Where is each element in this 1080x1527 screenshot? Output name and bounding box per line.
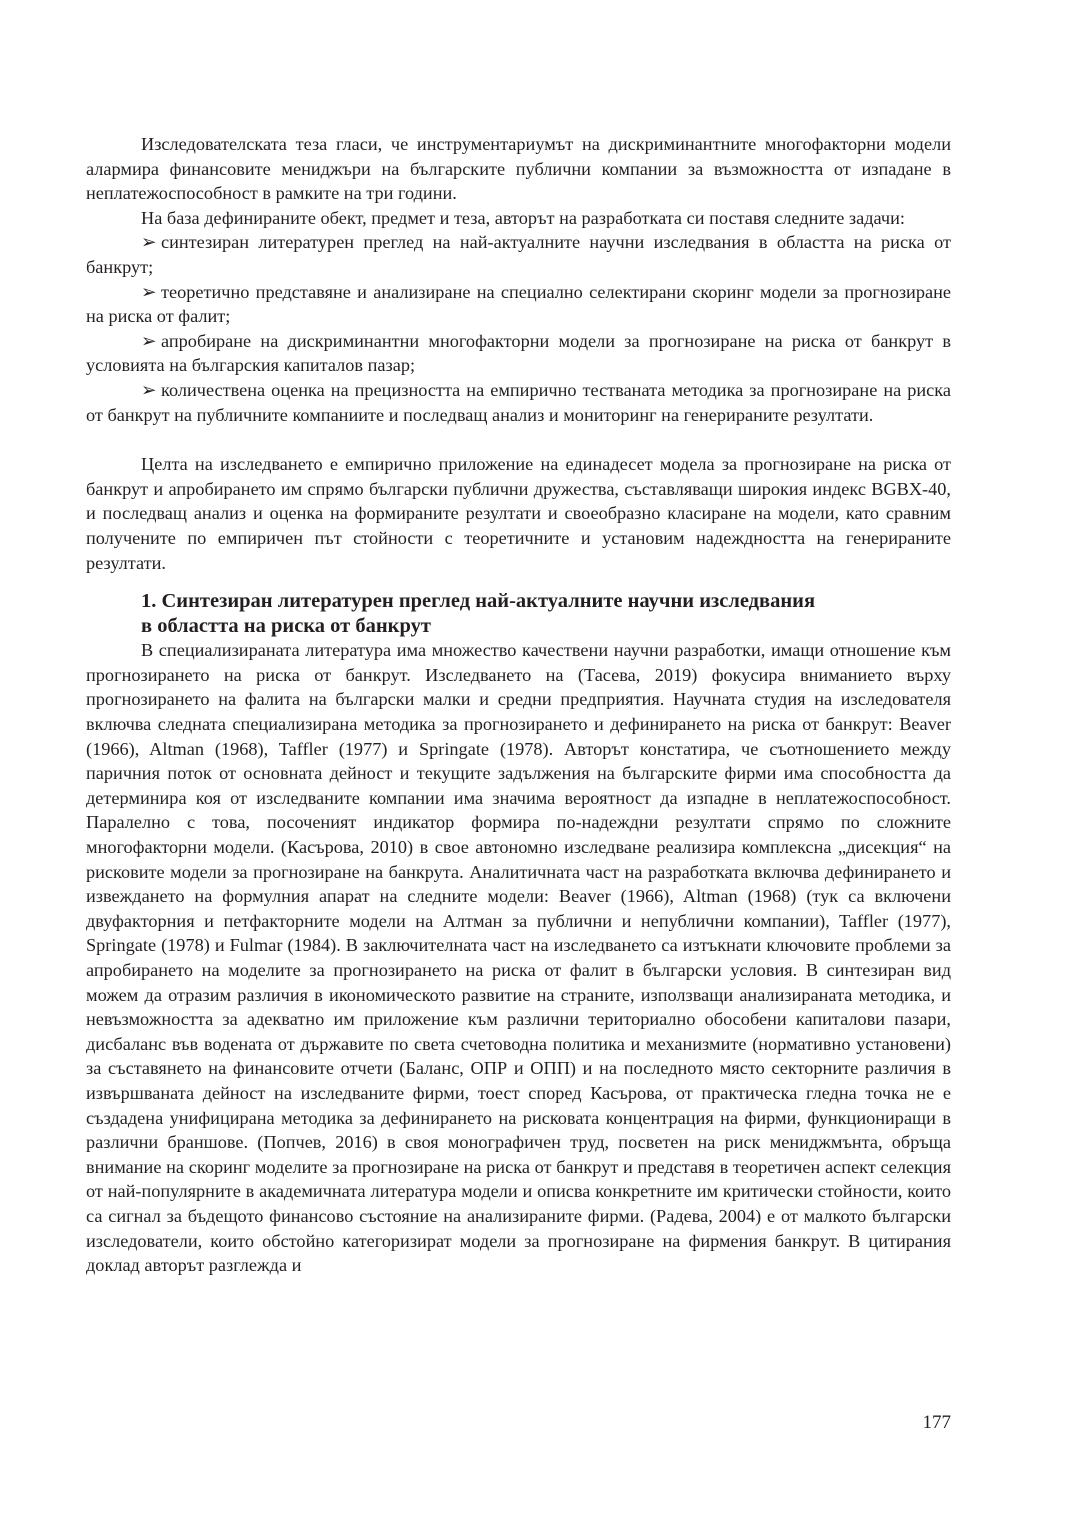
section-heading-line1: 1. Синтезиран литературен преглед най-актуалните научни изследвания: [141, 590, 816, 613]
page-number: 177: [922, 1412, 951, 1433]
section-heading: [141, 589, 951, 638]
arrowhead-bullet-icon: ➢: [141, 232, 157, 253]
thesis-paragraph: Изследователската теза гласи, че инструментариумът на дискриминантните многофакторни модели алармира финансовите мениджъри на българските публични компании за възможността от изпадане в неплатежоспособност в рамките на три години.: [86, 134, 951, 204]
task-text: теоретично представяне и анализиране на специално селектирани скоринг модели за прогнозиране на риска от фалит;: [86, 281, 951, 327]
tasks-intro-paragraph: На база дефинираните обект, предмет и теза, авторът на разработката си поставя следните задачи:: [141, 207, 905, 228]
arrowhead-bullet-icon: ➢: [141, 330, 157, 351]
goal-paragraph: Целта на изследването е емпирично приложение на единадесет модела за прогнозиране на риска от банкрут и апробирането им спрямо български публични дружества, съставляващи широкия индекс BGBX-40, и последващ анализ и оценка на формираните резултати и своеобразно класиране на модели, като сравним получените по емпиричен път стойности с теоретичните и установим надеждността на генерираните резултати.: [86, 454, 951, 573]
task-text: синтезиран литературен преглед на най-актуалните научни изследвания в областта на риска от банкрут;: [86, 232, 951, 277]
arrowhead-bullet-icon: ➢: [141, 281, 157, 302]
task-text: апробиране на дискриминантни многофакторни модели за прогнозиране на риска от банкрут в условията на българския капиталов пазар;: [86, 330, 951, 376]
page-content: [86, 132, 951, 1278]
task-item: [86, 280, 951, 329]
task-item: [86, 378, 951, 427]
task-item: [86, 329, 951, 378]
task-item: [86, 230, 951, 279]
arrowhead-bullet-icon: ➢: [141, 379, 157, 400]
task-text: количествена оценка на прецизността на емпирично тестваната методика за прогнозиране на риска от банкрут на публичните компаниите и последващ анализ и мониторинг на генерираните резултати.: [86, 379, 951, 425]
literature-review-paragraph: В специализираната литература има множество качествени научни разработки, имащи отношение към прогнозирането на риска от банкрут. Изследването на (Тасева, 2019) фокусира вниманието върху прогнозирането на фалита на български малки и средни предприятия. Научната студия на изследователя включва следната специализирана методика за прогнозирането и дефинирането на риска от банкрут: Beaver (1966), Altman (1968), Taffler (1977) и Springate (1978). Авторът констатира, че съотношението между паричния поток от основната дейност и текущите задължения на българските фирми има способността да детерминира коя от изследваните компании има значима вероятност да изпадне в неплатежоспособност. Паралелно с това, посоченият индикатор формира по-надеждни резултати спрямо по сложните многофакторни модели. (Касърова, 2010) в свое автономно изследване реализира комплексна „дисекция“ на рисковите модели за прогнозиране на банкрута. Аналитичната част на разработката включва дефинирането и извеждането на формулния апарат на следните модели: Beaver (1966), Altman (1968) (тук са включени двуфакторния и петфакторните модели на Алтман за публични и непублични компании), Taffler (1977), Springate (1978) и Fulmar (1984). В заключителната част на изследването са изтъкнати ключовите проблеми за апробирането на моделите за прогнозирането на риска от фалит в български условия. В синтезиран вид можем да отразим различия в икономическото развитие на страните, използващи анализираната методика, и невъзможността за адекватно им приложение към различни териториално обособени капиталови пазари, дисбаланс във водената от държавите по света счетоводна политика и механизмите (нормативно установени) за съставянето на финансовите отчети (Баланс, ОПР и ОПП) и на последното място секторните различия в извършваната дейност на изследваните фирми, тоест според Касърова, от практическа гледна точка не е създадена унифицирана методика за дефинирането на рисковата концентрация на фирми, функциониращи в различни браншове. (Попчев, 2016) в своя монографичен труд, посветен на риск мениджмънта, обръща внимание на скоринг моделите за прогнозиране на риска от банкрут и представя в теоретичен аспект селекция от най-популярните в академичната литература модели и описва конкретните им критически стойности, които са сигнал за бъдещото финансово състояние на анализираните фирми. (Радева, 2004) е от малкото български изследователи, които обстойно категоризират модели за прогнозиране на фирмения банкрут. В цитирания доклад авторът разглежда и: [86, 640, 951, 1276]
section-heading-line2: в областта на риска от банкрут: [141, 614, 431, 637]
